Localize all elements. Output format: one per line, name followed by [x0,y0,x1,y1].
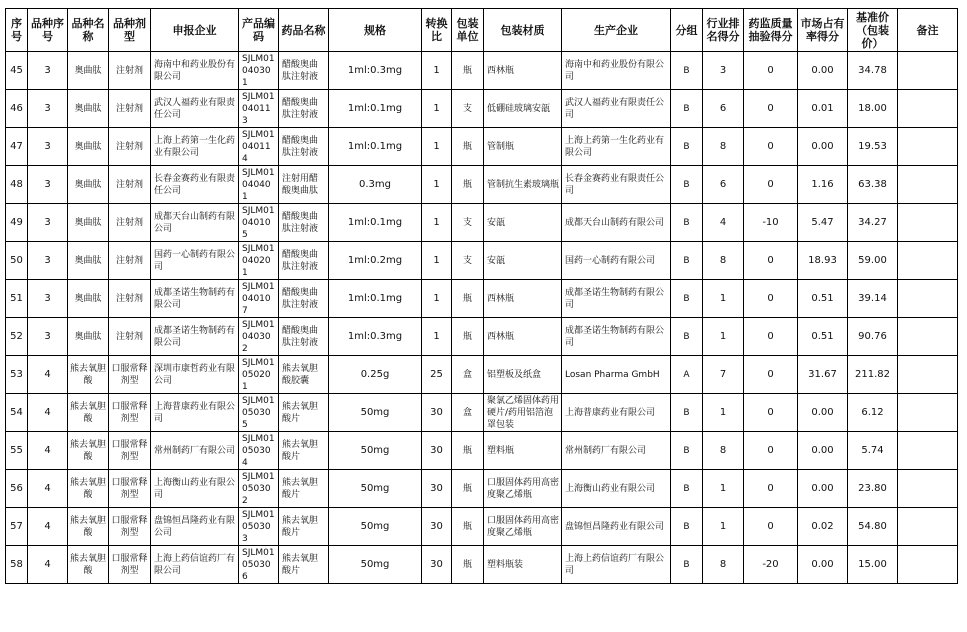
remark-cell [898,90,958,128]
specification-cell: 50mg [329,394,422,432]
package-unit-cell: 瓶 [452,280,484,318]
conversion-ratio-cell: 1 [422,90,452,128]
specification-cell: 1ml:0.3mg [329,318,422,356]
package-unit-cell: 瓶 [452,508,484,546]
package-material-cell: 铝塑板及纸盒 [484,356,562,394]
dosage-form-cell: 注射剂 [109,204,151,242]
remark-cell [898,356,958,394]
variety-number-cell: 3 [28,242,68,280]
drug-name-cell: 醋酸奥曲肽注射液 [279,90,329,128]
row-number-cell: 45 [6,52,28,90]
dosage-form-cell: 注射剂 [109,166,151,204]
product-code-cell: SJLM01040114 [239,128,279,166]
row-number-cell: 53 [6,356,28,394]
market-share-score-cell: 31.67 [798,356,848,394]
variety-number-cell: 3 [28,90,68,128]
product-code-cell: SJLM01040401 [239,166,279,204]
variety-number-cell: 3 [28,204,68,242]
dosage-form-cell: 注射剂 [109,318,151,356]
applicant-company-cell: 上海衡山药业有限公司 [151,470,239,508]
group-cell: B [671,470,703,508]
market-share-score-cell: 0.00 [798,546,848,584]
variety-name-cell: 奥曲肽 [68,128,109,166]
variety-name-cell: 奥曲肽 [68,280,109,318]
group-cell: A [671,356,703,394]
base-price-cell: 63.38 [848,166,898,204]
base-price-cell: 211.82 [848,356,898,394]
column-header: 分组 [671,9,703,52]
specification-cell: 1ml:0.2mg [329,242,422,280]
quality-test-score-cell: 0 [744,242,798,280]
table-row [6,204,958,242]
dosage-form-cell: 注射剂 [109,280,151,318]
market-share-score-cell: 0.00 [798,432,848,470]
variety-number-cell: 3 [28,128,68,166]
variety-name-cell: 熊去氧胆酸 [68,394,109,432]
package-material-cell: 安瓿 [484,204,562,242]
variety-name-cell: 熊去氧胆酸 [68,356,109,394]
column-header: 药监质量抽验得分 [744,9,798,52]
table-row [6,166,958,204]
conversion-ratio-cell: 1 [422,318,452,356]
remark-cell [898,546,958,584]
producer-company-cell: 上海普康药业有限公司 [562,394,671,432]
package-unit-cell: 瓶 [452,546,484,584]
industry-rank-score-cell: 6 [703,90,744,128]
variety-name-cell: 熊去氧胆酸 [68,508,109,546]
applicant-company-cell: 长春金赛药业有限责任公司 [151,166,239,204]
producer-company-cell: 盘锦恒昌隆药业有限公司 [562,508,671,546]
group-cell: B [671,52,703,90]
column-header: 药品名称 [279,9,329,52]
specification-cell: 0.3mg [329,166,422,204]
row-number-cell: 48 [6,166,28,204]
conversion-ratio-cell: 1 [422,52,452,90]
package-material-cell: 管制瓶 [484,128,562,166]
product-code-cell: SJLM01040107 [239,280,279,318]
row-number-cell: 49 [6,204,28,242]
remark-cell [898,280,958,318]
package-material-cell: 口服固体药用高密度聚乙烯瓶 [484,470,562,508]
column-header: 市场占有率得分 [798,9,848,52]
column-header: 申报企业 [151,9,239,52]
dosage-form-cell: 口服常释剂型 [109,546,151,584]
applicant-company-cell: 上海上药信谊药厂有限公司 [151,546,239,584]
row-number-cell: 50 [6,242,28,280]
industry-rank-score-cell: 3 [703,52,744,90]
base-price-cell: 5.74 [848,432,898,470]
variety-number-cell: 4 [28,432,68,470]
column-header: 生产企业 [562,9,671,52]
group-cell: B [671,90,703,128]
remark-cell [898,128,958,166]
market-share-score-cell: 0.02 [798,508,848,546]
specification-cell: 1ml:0.1mg [329,204,422,242]
producer-company-cell: 常州制药厂有限公司 [562,432,671,470]
base-price-cell: 59.00 [848,242,898,280]
remark-cell [898,394,958,432]
dosage-form-cell: 口服常释剂型 [109,508,151,546]
conversion-ratio-cell: 1 [422,280,452,318]
variety-name-cell: 奥曲肽 [68,90,109,128]
package-unit-cell: 支 [452,90,484,128]
specification-cell: 50mg [329,508,422,546]
industry-rank-score-cell: 1 [703,470,744,508]
row-number-cell: 46 [6,90,28,128]
quality-test-score-cell: 0 [744,166,798,204]
package-unit-cell: 支 [452,204,484,242]
group-cell: B [671,166,703,204]
group-cell: B [671,394,703,432]
table-row [6,242,958,280]
quality-test-score-cell: 0 [744,90,798,128]
specification-cell: 1ml:0.1mg [329,128,422,166]
variety-number-cell: 3 [28,280,68,318]
package-material-cell: 聚氯乙烯固体药用硬片/药用铝箔泡罩包装 [484,394,562,432]
applicant-company-cell: 成都圣诺生物制药有限公司 [151,318,239,356]
product-code-cell: SJLM01040201 [239,242,279,280]
row-number-cell: 52 [6,318,28,356]
column-header: 基准价（包装价） [848,9,898,52]
dosage-form-cell: 口服常释剂型 [109,470,151,508]
row-number-cell: 54 [6,394,28,432]
applicant-company-cell: 常州制药厂有限公司 [151,432,239,470]
industry-rank-score-cell: 6 [703,166,744,204]
industry-rank-score-cell: 1 [703,508,744,546]
group-cell: B [671,280,703,318]
drug-name-cell: 醋酸奥曲肽注射液 [279,242,329,280]
producer-company-cell: 成都圣诺生物制药有限公司 [562,318,671,356]
base-price-cell: 90.76 [848,318,898,356]
market-share-score-cell: 0.01 [798,90,848,128]
conversion-ratio-cell: 1 [422,166,452,204]
price-table-sheet [5,8,958,584]
applicant-company-cell: 深圳市康哲药业有限公司 [151,356,239,394]
variety-number-cell: 4 [28,394,68,432]
quality-test-score-cell: 0 [744,280,798,318]
drug-price-table [5,8,958,584]
variety-number-cell: 4 [28,356,68,394]
variety-number-cell: 3 [28,318,68,356]
market-share-score-cell: 0.00 [798,128,848,166]
drug-name-cell: 醋酸奥曲肽注射液 [279,318,329,356]
group-cell: B [671,508,703,546]
column-header: 序号 [6,9,28,52]
quality-test-score-cell: 0 [744,356,798,394]
producer-company-cell: 成都天台山制药有限公司 [562,204,671,242]
quality-test-score-cell: -10 [744,204,798,242]
base-price-cell: 39.14 [848,280,898,318]
package-material-cell: 口服固体药用高密度聚乙烯瓶 [484,508,562,546]
package-unit-cell: 瓶 [452,52,484,90]
market-share-score-cell: 0.51 [798,318,848,356]
variety-name-cell: 奥曲肽 [68,242,109,280]
package-unit-cell: 瓶 [452,166,484,204]
conversion-ratio-cell: 30 [422,470,452,508]
column-header: 规格 [329,9,422,52]
base-price-cell: 19.53 [848,128,898,166]
base-price-cell: 18.00 [848,90,898,128]
applicant-company-cell: 成都圣诺生物制药有限公司 [151,280,239,318]
table-row [6,128,958,166]
column-header: 行业排名得分 [703,9,744,52]
remark-cell [898,242,958,280]
industry-rank-score-cell: 8 [703,242,744,280]
table-row [6,546,958,584]
base-price-cell: 54.80 [848,508,898,546]
specification-cell: 1ml:0.1mg [329,90,422,128]
remark-cell [898,166,958,204]
quality-test-score-cell: 0 [744,128,798,166]
remark-cell [898,508,958,546]
quality-test-score-cell: 0 [744,52,798,90]
specification-cell: 50mg [329,546,422,584]
dosage-form-cell: 口服常释剂型 [109,394,151,432]
column-header: 备注 [898,9,958,52]
product-code-cell: SJLM01040113 [239,90,279,128]
package-unit-cell: 瓶 [452,128,484,166]
column-header: 产品编码 [239,9,279,52]
industry-rank-score-cell: 8 [703,546,744,584]
variety-number-cell: 3 [28,166,68,204]
variety-name-cell: 熊去氧胆酸 [68,470,109,508]
column-header: 包装材质 [484,9,562,52]
product-code-cell: SJLM01050306 [239,546,279,584]
column-header: 品种名称 [68,9,109,52]
group-cell: B [671,432,703,470]
market-share-score-cell: 5.47 [798,204,848,242]
variety-name-cell: 奥曲肽 [68,204,109,242]
applicant-company-cell: 国药一心制药有限公司 [151,242,239,280]
variety-name-cell: 熊去氧胆酸 [68,546,109,584]
column-header: 品种剂型 [109,9,151,52]
package-material-cell: 塑料瓶 [484,432,562,470]
drug-name-cell: 熊去氧胆酸片 [279,470,329,508]
remark-cell [898,204,958,242]
applicant-company-cell: 上海普康药业有限公司 [151,394,239,432]
column-header: 转换比 [422,9,452,52]
base-price-cell: 34.78 [848,52,898,90]
dosage-form-cell: 口服常释剂型 [109,356,151,394]
industry-rank-score-cell: 7 [703,356,744,394]
specification-cell: 50mg [329,432,422,470]
table-row [6,280,958,318]
applicant-company-cell: 海南中和药业股份有限公司 [151,52,239,90]
dosage-form-cell: 注射剂 [109,90,151,128]
industry-rank-score-cell: 4 [703,204,744,242]
column-header: 包装单位 [452,9,484,52]
package-material-cell: 管制抗生素玻璃瓶 [484,166,562,204]
producer-company-cell: 上海上药第一生化药业有限公司 [562,128,671,166]
group-cell: B [671,128,703,166]
package-unit-cell: 盒 [452,394,484,432]
market-share-score-cell: 0.00 [798,470,848,508]
conversion-ratio-cell: 1 [422,204,452,242]
column-header: 品种序号 [28,9,68,52]
variety-name-cell: 奥曲肽 [68,318,109,356]
table-row [6,90,958,128]
producer-company-cell: 海南中和药业股份有限公司 [562,52,671,90]
market-share-score-cell: 0.00 [798,52,848,90]
conversion-ratio-cell: 30 [422,432,452,470]
group-cell: B [671,546,703,584]
table-row [6,394,958,432]
quality-test-score-cell: 0 [744,508,798,546]
package-material-cell: 低硼硅玻璃安瓿 [484,90,562,128]
specification-cell: 0.25g [329,356,422,394]
market-share-score-cell: 1.16 [798,166,848,204]
table-row [6,356,958,394]
package-material-cell: 西林瓶 [484,318,562,356]
conversion-ratio-cell: 1 [422,242,452,280]
remark-cell [898,318,958,356]
industry-rank-score-cell: 1 [703,318,744,356]
variety-name-cell: 奥曲肽 [68,166,109,204]
dosage-form-cell: 注射剂 [109,52,151,90]
group-cell: B [671,204,703,242]
conversion-ratio-cell: 30 [422,546,452,584]
market-share-score-cell: 0.51 [798,280,848,318]
drug-name-cell: 熊去氧胆酸片 [279,432,329,470]
header-row [6,9,958,52]
applicant-company-cell: 上海上药第一生化药业有限公司 [151,128,239,166]
table-row [6,508,958,546]
row-number-cell: 58 [6,546,28,584]
applicant-company-cell: 武汉人福药业有限责任公司 [151,90,239,128]
product-code-cell: SJLM01050303 [239,508,279,546]
variety-number-cell: 4 [28,546,68,584]
dosage-form-cell: 注射剂 [109,242,151,280]
variety-number-cell: 3 [28,52,68,90]
drug-name-cell: 熊去氧胆酸片 [279,394,329,432]
quality-test-score-cell: 0 [744,394,798,432]
quality-test-score-cell: 0 [744,318,798,356]
drug-name-cell: 醋酸奥曲肽注射液 [279,204,329,242]
table-body [6,52,958,584]
industry-rank-score-cell: 1 [703,280,744,318]
row-number-cell: 51 [6,280,28,318]
package-unit-cell: 盒 [452,356,484,394]
drug-name-cell: 醋酸奥曲肽注射液 [279,128,329,166]
quality-test-score-cell: -20 [744,546,798,584]
group-cell: B [671,242,703,280]
variety-name-cell: 奥曲肽 [68,52,109,90]
producer-company-cell: 上海上药信谊药厂有限公司 [562,546,671,584]
specification-cell: 1ml:0.3mg [329,52,422,90]
dosage-form-cell: 口服常释剂型 [109,432,151,470]
package-material-cell: 西林瓶 [484,52,562,90]
remark-cell [898,470,958,508]
specification-cell: 1ml:0.1mg [329,280,422,318]
conversion-ratio-cell: 1 [422,128,452,166]
row-number-cell: 47 [6,128,28,166]
producer-company-cell: Losan Pharma GmbH [562,356,671,394]
variety-number-cell: 4 [28,508,68,546]
conversion-ratio-cell: 30 [422,394,452,432]
applicant-company-cell: 成都天台山制药有限公司 [151,204,239,242]
dosage-form-cell: 注射剂 [109,128,151,166]
product-code-cell: SJLM01040302 [239,318,279,356]
product-code-cell: SJLM01050201 [239,356,279,394]
product-code-cell: SJLM01050304 [239,432,279,470]
drug-name-cell: 醋酸奥曲肽注射液 [279,52,329,90]
row-number-cell: 55 [6,432,28,470]
product-code-cell: SJLM01050305 [239,394,279,432]
package-unit-cell: 瓶 [452,318,484,356]
package-unit-cell: 瓶 [452,432,484,470]
variety-number-cell: 4 [28,470,68,508]
table-row [6,470,958,508]
applicant-company-cell: 盘锦恒昌隆药业有限公司 [151,508,239,546]
table-row [6,318,958,356]
quality-test-score-cell: 0 [744,470,798,508]
package-unit-cell: 支 [452,242,484,280]
package-material-cell: 塑料瓶装 [484,546,562,584]
base-price-cell: 34.27 [848,204,898,242]
market-share-score-cell: 0.00 [798,394,848,432]
package-material-cell: 安瓿 [484,242,562,280]
package-unit-cell: 瓶 [452,470,484,508]
conversion-ratio-cell: 25 [422,356,452,394]
industry-rank-score-cell: 1 [703,394,744,432]
base-price-cell: 23.80 [848,470,898,508]
package-material-cell: 西林瓶 [484,280,562,318]
table-row [6,432,958,470]
drug-name-cell: 熊去氧胆酸胶囊 [279,356,329,394]
row-number-cell: 57 [6,508,28,546]
product-code-cell: SJLM01040105 [239,204,279,242]
quality-test-score-cell: 0 [744,432,798,470]
producer-company-cell: 上海衡山药业有限公司 [562,470,671,508]
table-row [6,52,958,90]
row-number-cell: 56 [6,470,28,508]
base-price-cell: 15.00 [848,546,898,584]
drug-name-cell: 注射用醋酸奥曲肽 [279,166,329,204]
remark-cell [898,52,958,90]
variety-name-cell: 熊去氧胆酸 [68,432,109,470]
conversion-ratio-cell: 30 [422,508,452,546]
producer-company-cell: 长春金赛药业有限责任公司 [562,166,671,204]
group-cell: B [671,318,703,356]
producer-company-cell: 国药一心制药有限公司 [562,242,671,280]
drug-name-cell: 熊去氧胆酸片 [279,546,329,584]
industry-rank-score-cell: 8 [703,432,744,470]
industry-rank-score-cell: 8 [703,128,744,166]
product-code-cell: SJLM01050302 [239,470,279,508]
base-price-cell: 6.12 [848,394,898,432]
producer-company-cell: 武汉人福药业有限责任公司 [562,90,671,128]
product-code-cell: SJLM01040301 [239,52,279,90]
remark-cell [898,432,958,470]
producer-company-cell: 成都圣诺生物制药有限公司 [562,280,671,318]
market-share-score-cell: 18.93 [798,242,848,280]
drug-name-cell: 熊去氧胆酸片 [279,508,329,546]
drug-name-cell: 醋酸奥曲肽注射液 [279,280,329,318]
specification-cell: 50mg [329,470,422,508]
